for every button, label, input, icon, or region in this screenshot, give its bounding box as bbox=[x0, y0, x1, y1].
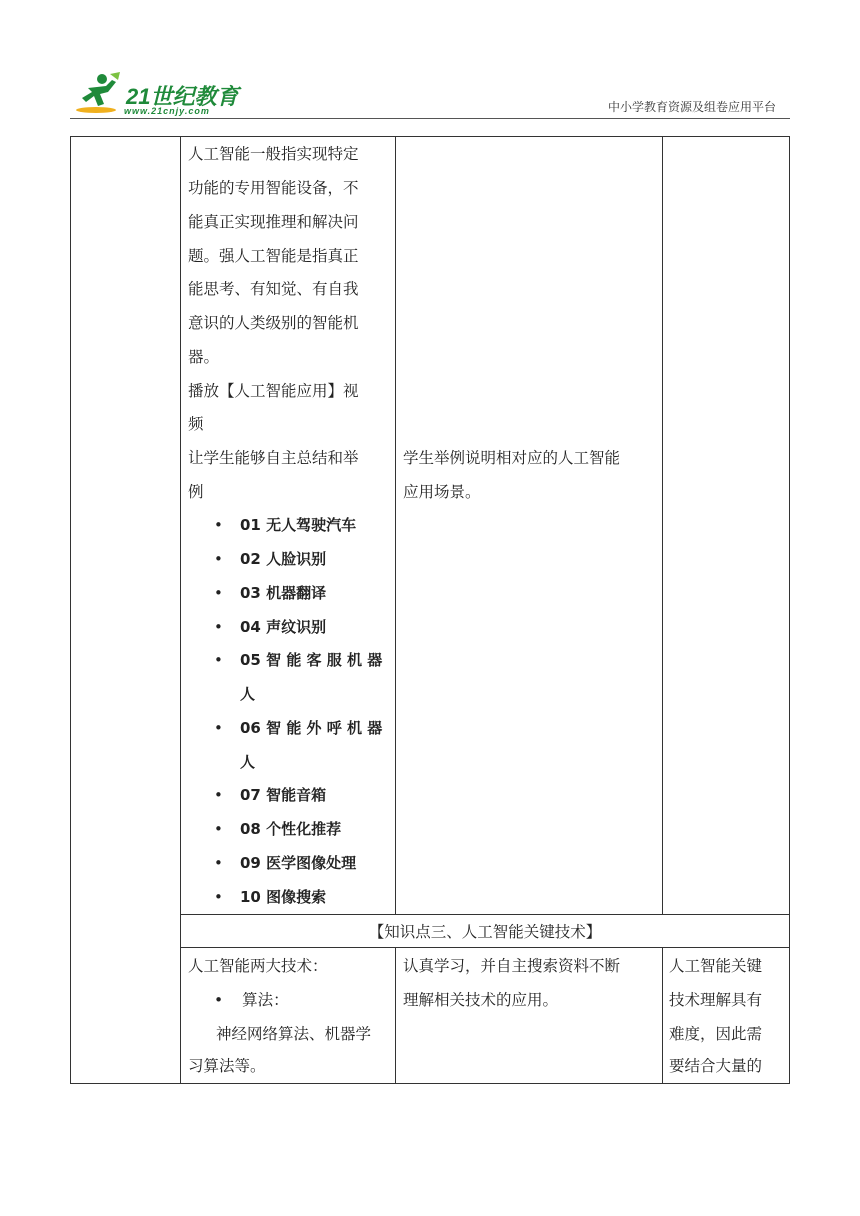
tech-line: 人工智能两大技术： bbox=[188, 957, 328, 975]
section-heading: 【知识点三、人工智能关键技术】 bbox=[368, 923, 602, 941]
tech-line: 神经网络算法、机器学 bbox=[216, 1025, 372, 1043]
intro-line: 让学生能够自主总结和举 bbox=[188, 449, 359, 467]
col-divider-3-top bbox=[662, 136, 663, 915]
student-line: 应用场景。 bbox=[403, 483, 481, 501]
platform-name: 中小学教育资源及组卷应用平台 bbox=[607, 100, 776, 114]
header-divider bbox=[70, 118, 790, 119]
bullet-dot: • bbox=[214, 991, 224, 1009]
logo-text: 21世纪教育 bbox=[126, 84, 239, 109]
col-divider-3-bottom bbox=[662, 948, 663, 1084]
site-logo bbox=[74, 70, 254, 116]
table-border-left bbox=[70, 136, 71, 1084]
intro-line: 功能的专用智能设备，不 bbox=[188, 179, 359, 197]
intro-line: 能真正实现推理和解决问 bbox=[188, 213, 359, 231]
intro-line: 器。 bbox=[188, 348, 220, 366]
note-line: 难度，因此需 bbox=[669, 1025, 763, 1043]
tech-bullet bbox=[214, 984, 289, 1018]
intro-line: 播放【人工智能应用】视 bbox=[188, 382, 359, 400]
page-header bbox=[70, 66, 790, 118]
bullet-text: 算法： bbox=[242, 991, 289, 1009]
intro-line: 能思考、有知觉、有自我 bbox=[188, 280, 359, 298]
intro-line: 人工智能一般指实现特定 bbox=[188, 145, 359, 163]
runner-logo-icon bbox=[74, 70, 124, 116]
intro-line: 例 bbox=[188, 483, 204, 501]
lesson-table: 人工智能一般指实现特定 功能的专用智能设备，不 能真正实现推理和解决问 题。强人工智能是指真正 能思考、有知觉、有自我 意识的人类级别的智能机 器。 播放【人工智能应用】视 频 让学生能够自主总结和举 例 • 01 无人驾驶汽车 • 02 人脸识别 • 03 机器翻译 • 04 声纹识别 • 05 智 能 客 服 机 器 人 • 06 智 能 外 呼 机 器 人 • 07 智能音箱 • 08 个性化推荐 • 09 医学图像处理 • 10 图像搜索 学生举例说明相对应的人工智能 应用场景。 【知识点三、人工智能关键技术】 人工智能两大技术： • 算法： 神经网络算法、机器学 习算法等。 认真学习，并自主搜索资料不断 理解相关技术的应用。 人工智能关键 技术理解具有 难度，因此需 要结合大量的 bbox=[70, 136, 790, 1084]
tech-line: 习算法等。 bbox=[188, 1057, 266, 1075]
student-line: 学生举例说明相对应的人工智能 bbox=[403, 449, 621, 467]
study-line: 理解相关技术的应用。 bbox=[403, 991, 559, 1009]
col-divider-2-bottom bbox=[395, 948, 396, 1084]
intro-line: 意识的人类级别的智能机 bbox=[188, 314, 359, 332]
note-line: 要结合大量的 bbox=[669, 1057, 763, 1075]
intro-line: 题。强人工智能是指真正 bbox=[188, 247, 359, 265]
note-line: 人工智能关键 bbox=[669, 957, 763, 975]
logo-url: www.21cnjy.com bbox=[124, 106, 210, 116]
study-line: 认真学习，并自主搜索资料不断 bbox=[403, 957, 621, 975]
table-border-top bbox=[70, 136, 790, 137]
note-line: 技术理解具有 bbox=[669, 991, 763, 1009]
col-divider-2-top bbox=[395, 136, 396, 915]
intro-line: 频 bbox=[188, 415, 204, 433]
